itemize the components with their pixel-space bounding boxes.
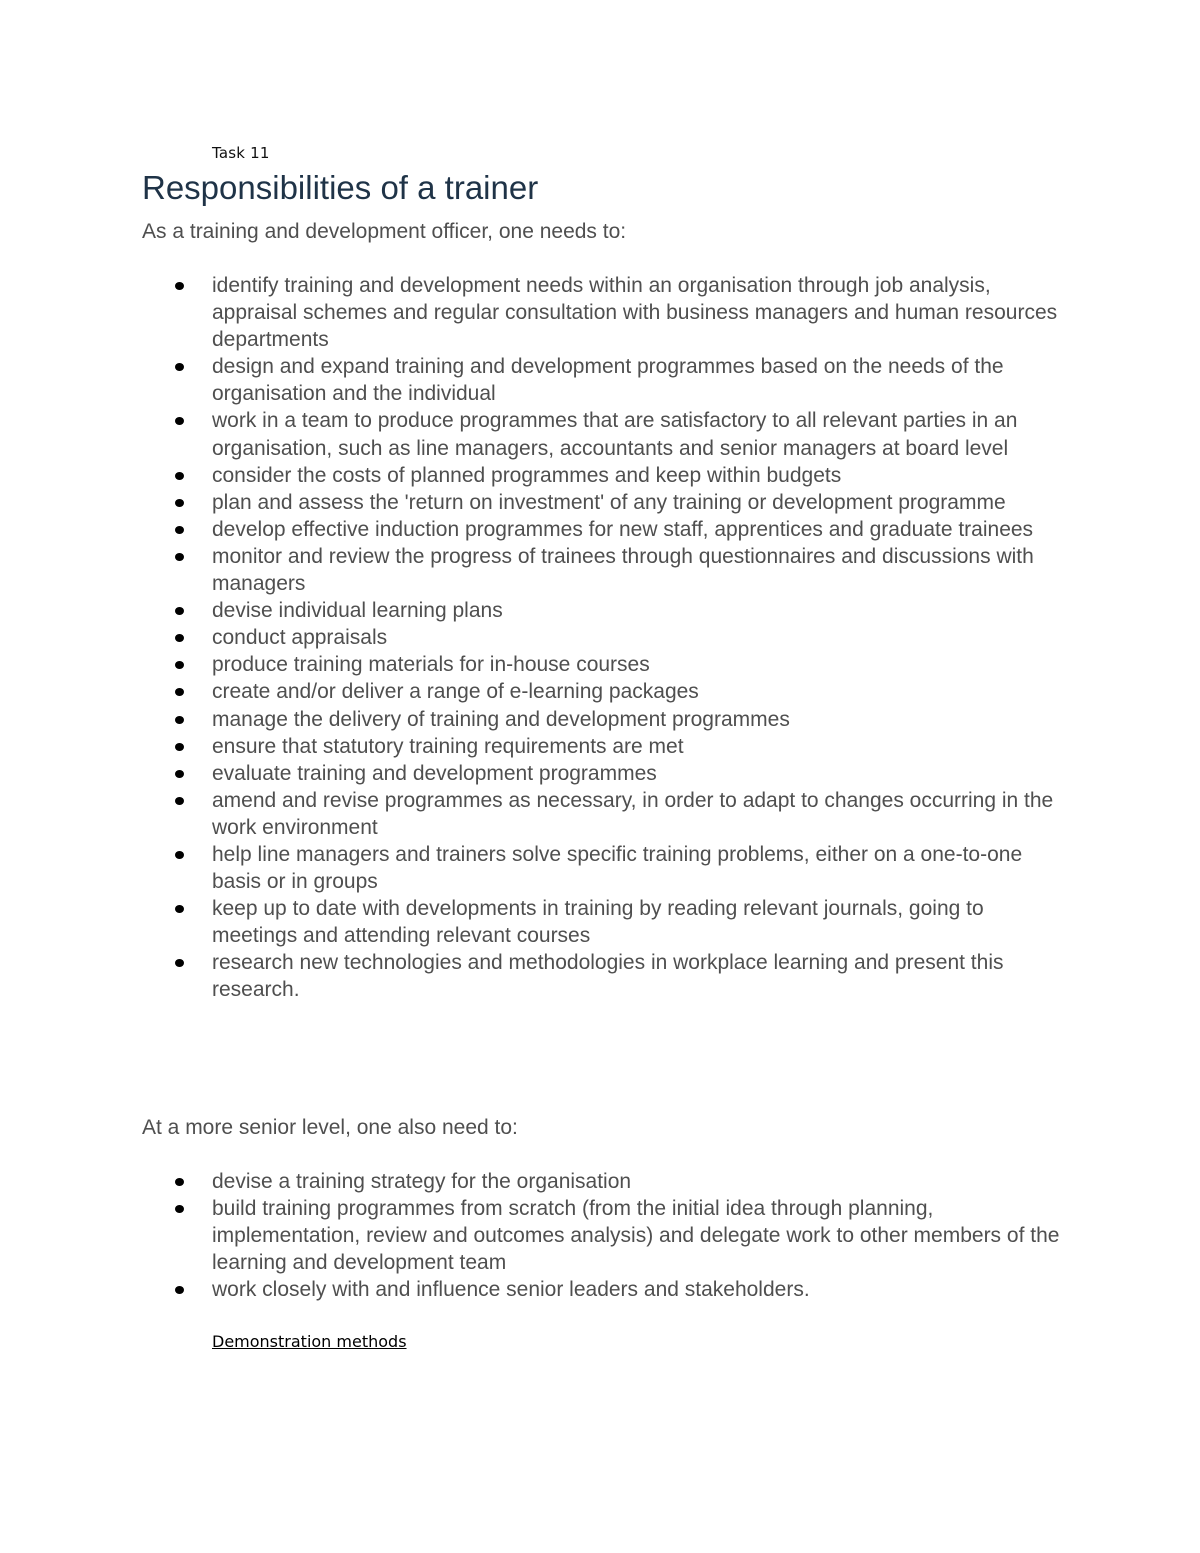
list-item [0, 1195, 1062, 1276]
list-item [0, 516, 1062, 543]
list-item [0, 489, 1062, 516]
bullet-icon [175, 959, 184, 967]
list-item-text: build training programmes from scratch (from the initial idea through planning, implementation, review and outcomes analysis) and delegate work to other members of the learning and development team [212, 1197, 1060, 1275]
list-item [0, 787, 1062, 841]
list-item-text: help line managers and trainers solve specific training problems, either on a one-to-one basis or in groups [212, 842, 1023, 894]
bullet-icon [175, 743, 184, 751]
list-item-text: manage the delivery of training and development programmes [212, 707, 790, 731]
bullet-icon [175, 1178, 184, 1186]
bullet-icon [175, 499, 184, 507]
list-item-text: keep up to date with developments in training by reading relevant journals, going to meetings and attending relevant courses [212, 897, 984, 948]
senior-intro-paragraph: At a more senior level, one also need to: [142, 1116, 518, 1139]
bullet-icon [175, 607, 184, 615]
list-item [0, 1168, 1062, 1195]
responsibilities-list [0, 272, 1200, 1004]
list-item-text: create and/or deliver a range of e-learning packages [212, 680, 699, 704]
list-item-text: consider the costs of planned programmes and keep within budgets [212, 463, 842, 487]
list-item [0, 407, 1062, 461]
list-item-text: plan and assess the 'return on investment' of any training or development programme [212, 490, 1006, 514]
list-item-text: research new technologies and methodologies in workplace learning and present this research. [212, 951, 1004, 1002]
list-item-text: identify training and development needs within an organisation through job analysis, appraisal schemes and regular consultation with business managers and human resources departments [212, 274, 1058, 352]
bullet-icon [175, 282, 184, 290]
list-item-text: work in a team to produce programmes that are satisfactory to all relevant parties in an organisation, such as line managers, accountants and senior managers at board level [212, 409, 1018, 460]
list-item [0, 760, 1062, 787]
page-title: Responsibilities of a trainer [142, 169, 539, 206]
list-item [0, 949, 1062, 1003]
bullet-icon [175, 417, 184, 425]
list-item-text: devise individual learning plans [212, 599, 503, 623]
list-item-text: work closely with and influence senior leaders and stakeholders. [212, 1278, 810, 1302]
list-item [0, 272, 1062, 353]
list-item-text: evaluate training and development programmes [212, 761, 657, 785]
list-item-text: ensure that statutory training requirements are met [212, 734, 684, 758]
bullet-icon [175, 553, 184, 561]
list-item [0, 624, 1062, 651]
bullet-icon [175, 634, 184, 642]
bullet-icon [175, 526, 184, 534]
bullet-icon [175, 472, 184, 480]
list-item-text: develop effective induction programmes for new staff, apprentices and graduate trainees [212, 517, 1034, 541]
task-label: Task 11 [212, 144, 270, 162]
bullet-icon [175, 363, 184, 371]
list-item [0, 543, 1062, 597]
bullet-icon [175, 661, 184, 669]
list-item-text: devise a training strategy for the organisation [212, 1170, 632, 1193]
demonstration-methods-heading: Demonstration methods [212, 1332, 407, 1351]
list-item [0, 462, 1062, 489]
list-item [0, 733, 1062, 760]
bullet-icon [175, 688, 184, 696]
bullet-icon [175, 851, 184, 859]
list-item [0, 651, 1062, 678]
list-item [0, 678, 1062, 705]
bullet-icon [175, 797, 184, 805]
list-item-text: design and expand training and development programmes based on the needs of the organisation and the individual [212, 355, 1004, 406]
list-item-text: monitor and review the progress of trainees through questionnaires and discussions with managers [212, 544, 1034, 596]
list-item-text: produce training materials for in-house courses [212, 653, 650, 677]
list-item [0, 841, 1062, 895]
list-item [0, 1276, 1062, 1303]
bullet-icon [175, 905, 184, 913]
list-item [0, 597, 1062, 624]
senior-responsibilities-list [0, 1168, 1200, 1303]
list-item [0, 706, 1062, 733]
list-item-text: conduct appraisals [212, 626, 388, 650]
bullet-icon [175, 770, 184, 778]
list-item [0, 353, 1062, 407]
bullet-icon [175, 716, 184, 724]
intro-paragraph: As a training and development officer, one needs to: [142, 220, 627, 243]
bullet-icon [175, 1205, 184, 1213]
bullet-icon [175, 1286, 184, 1294]
list-item [0, 895, 1062, 949]
list-item-text: amend and revise programmes as necessary, in order to adapt to changes occurring in the work environment [212, 788, 1054, 839]
